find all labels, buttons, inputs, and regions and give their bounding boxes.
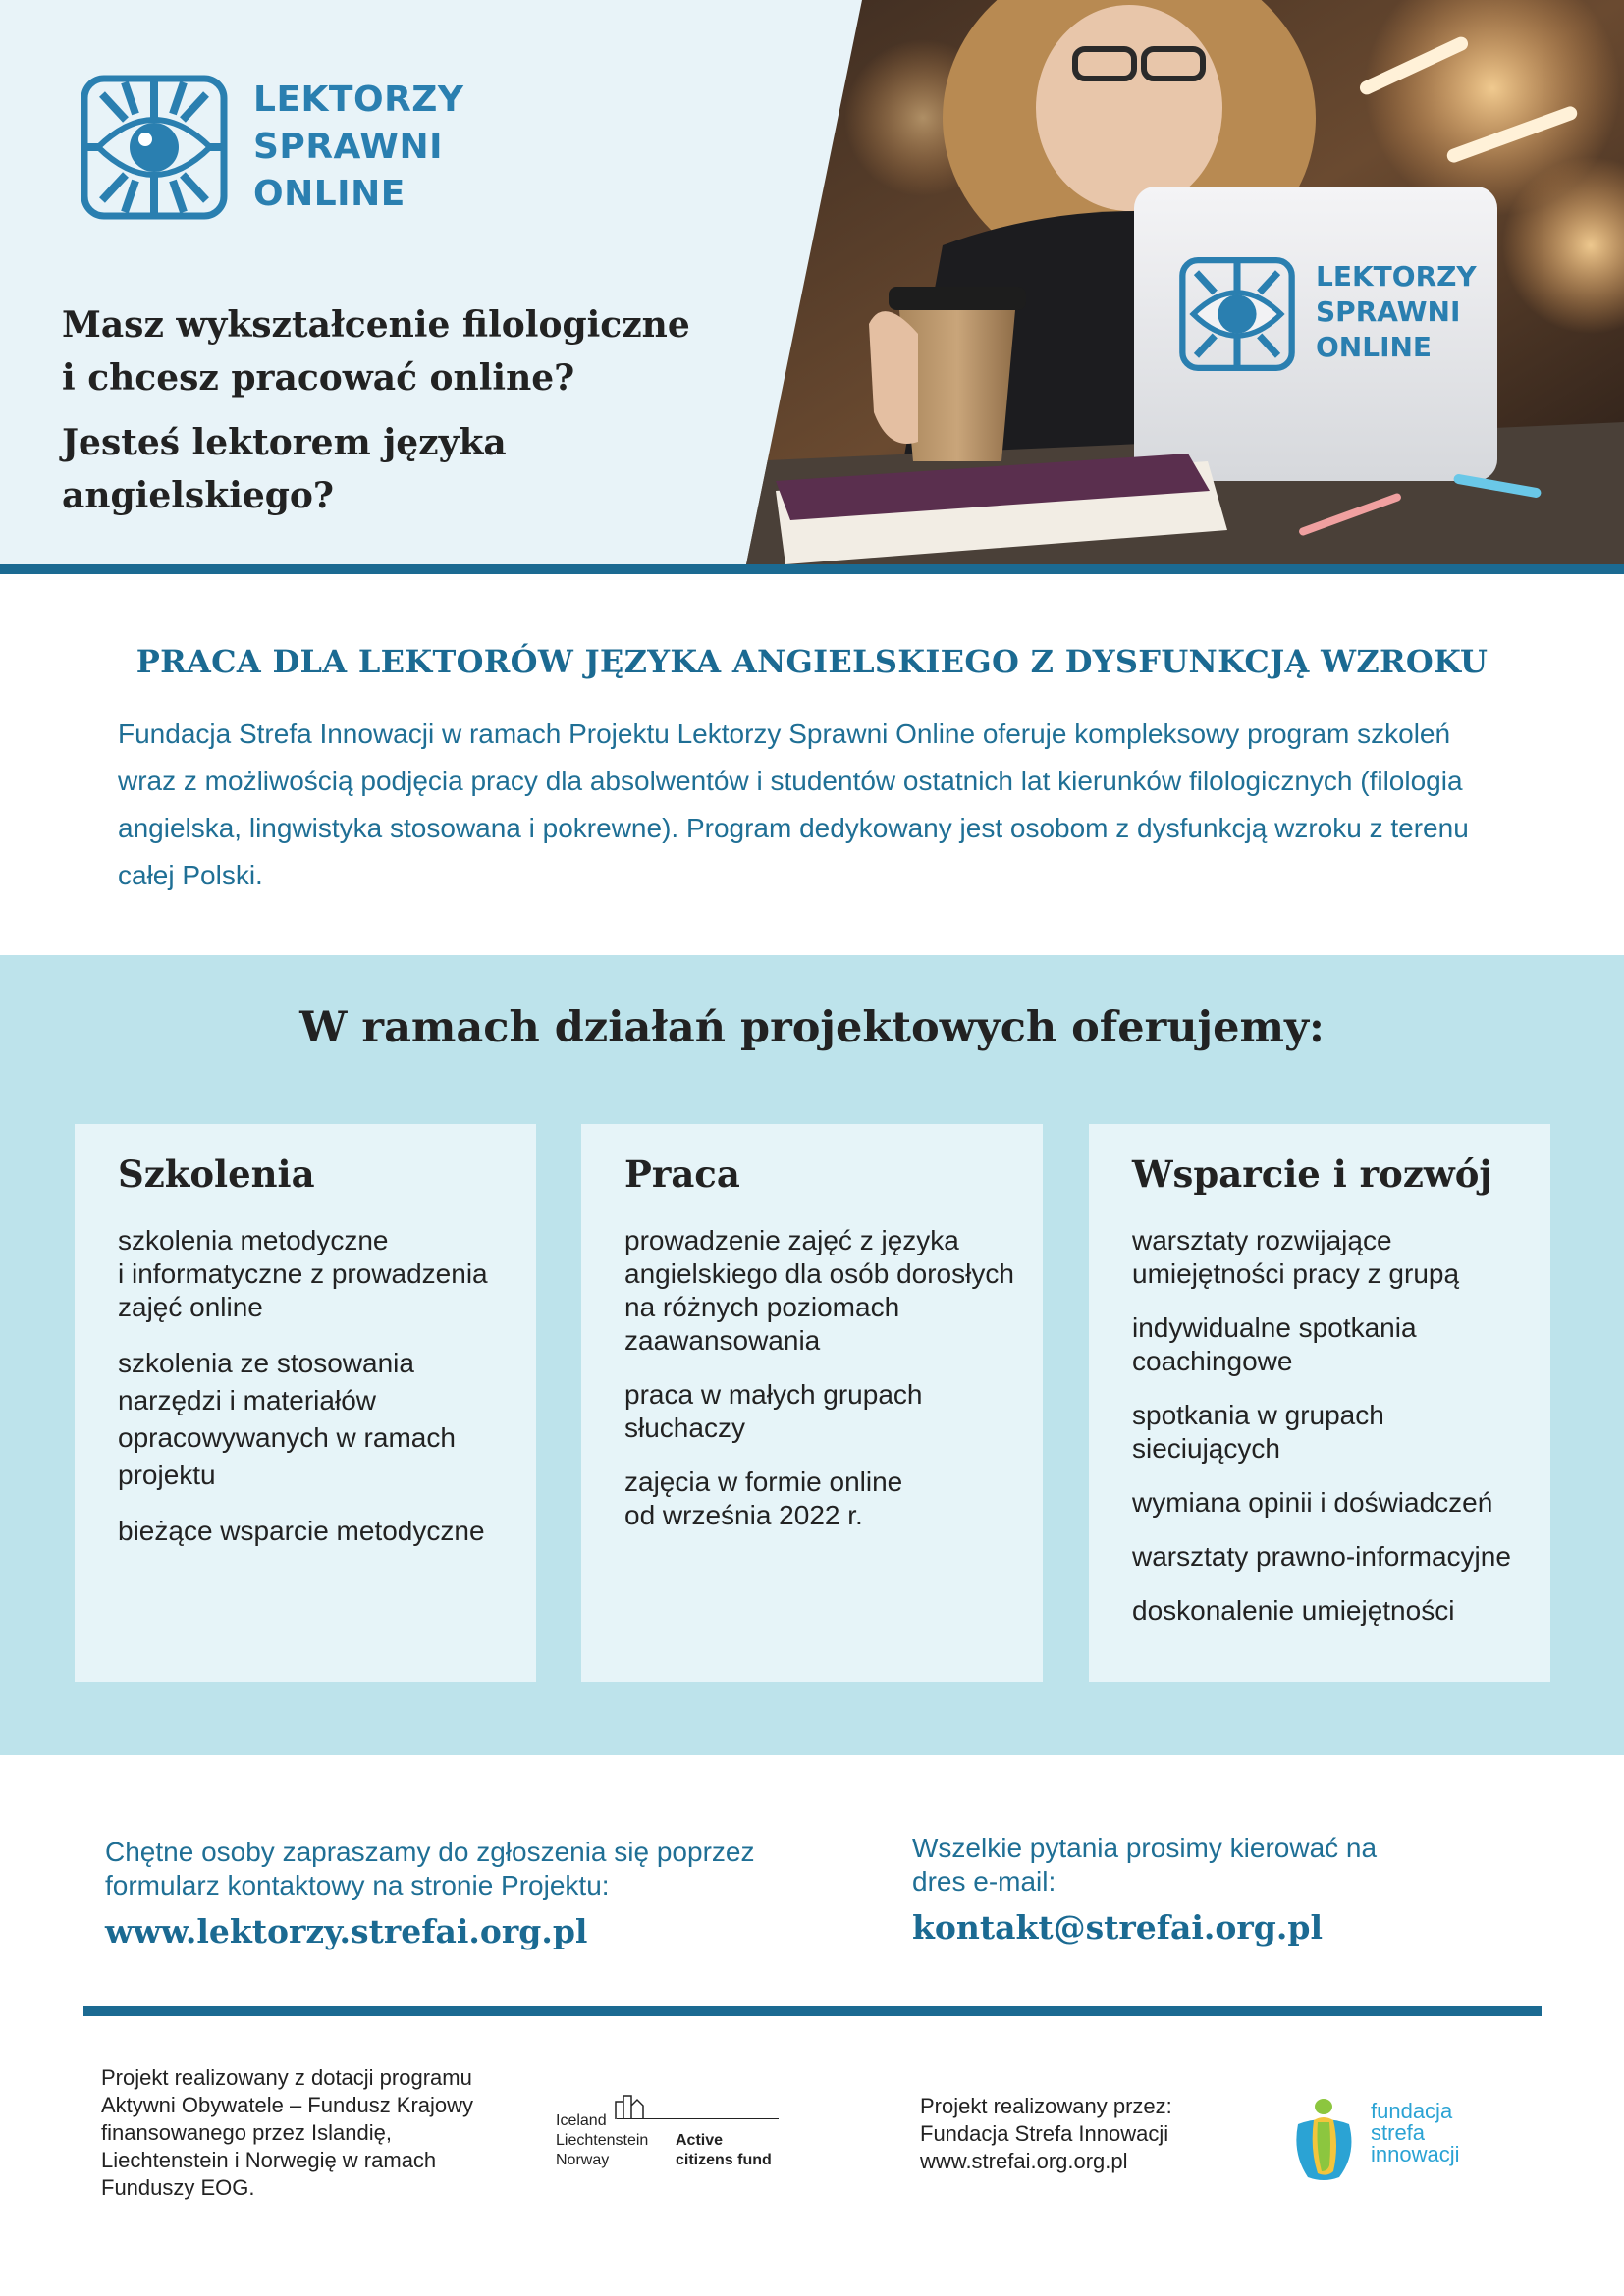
realized-by-text: Projekt realizowany przez: Fundacja Strefa Innowacji www.strefai.org.org.pl (920, 2094, 1172, 2173)
laptop-logo-line-3: ONLINE (1316, 331, 1433, 363)
foundation-wordmark (1371, 2101, 1460, 2165)
contact-email-link[interactable]: kontakt@strefai.org.pl (912, 1908, 1323, 1947)
intro-title: PRACA DLA LEKTORÓW JĘZYKA ANGIELSKIEGO Z DYSFUNKCJĄ WZROKU (135, 643, 1489, 680)
footer-divider (83, 2006, 1542, 2016)
offer-card-training (75, 1124, 536, 1682)
card-title: Szkolenia (118, 1152, 315, 1196)
eea-brand (676, 2131, 772, 2170)
intro-text: Fundacja Strefa Innowacji w ramach Projektu Lektorzy Sprawni Online oferuje kompleksowy program szkoleń wraz z możliwością podjęcia pracy dla absolwentów i studentów ostatnich lat kierunków filologicznych (filologia angielska, lingwistyka stosowana i pokrewne). Program dedykowany jest osobom z dysfunkcją wzroku z terenu całej Polski. (118, 719, 1469, 890)
card-item: indywidualne spotkania coachingowe (1132, 1312, 1417, 1376)
fsi-line-1: fundacja (1371, 2099, 1453, 2123)
logo-line-2: SPRAWNI (253, 127, 444, 167)
brand-citizens-fund: citizens fund (676, 2152, 772, 2168)
foundation-logo-icon (1288, 2095, 1359, 2183)
country-iceland: Iceland (556, 2112, 607, 2129)
laptop-logo-line-2: SPRAWNI (1316, 295, 1461, 328)
card-item: zajęcia w formie online od września 2022 r. (624, 1467, 903, 1530)
card-item: wymiana opinii i doświadczeń (1132, 1487, 1493, 1518)
contact-form-text: Chętne osoby zapraszamy do zgłoszenia się poprzez formularz kontaktowy na stronie Projektu: (105, 1837, 755, 1900)
hero-divider (0, 564, 1624, 574)
eye-icon (1178, 257, 1296, 371)
card-item: bieżące wsparcie metodyczne (118, 1516, 485, 1546)
contact-email-text: Wszelkie pytania prosimy kierować na dres e-mail: (912, 1833, 1378, 1896)
logo-line-3: ONLINE (253, 174, 406, 214)
card-item: szkolenia metodyczne i informatyczne z prowadzenia zajęć online (118, 1225, 488, 1322)
card-title: Wsparcie i rozwój (1132, 1152, 1492, 1196)
fundacja-strefa-innowacji-logo (1288, 2089, 1485, 2187)
card-item: warsztaty rozwijające umiejętności pracy z grupą (1132, 1225, 1460, 1289)
offer-card-work (581, 1124, 1043, 1682)
contact-form-section (105, 1836, 773, 1951)
offer-title: W ramach działań projektowych oferujemy: (299, 1003, 1325, 1052)
card-item: warsztaty prawno-informacyjne (1132, 1541, 1511, 1572)
card-item: doskonalenie umiejętności (1132, 1595, 1455, 1626)
hero-question-line-1: Masz wykształcenie filologiczne (62, 304, 690, 346)
fsi-line-2: strefa (1371, 2120, 1426, 2145)
hero-question (62, 298, 769, 522)
logo-line-1: LEKTORZY (253, 80, 464, 120)
hero-question-line-2: i chcesz pracować online? (62, 357, 575, 399)
country-liechtenstein: Liechtenstein (556, 2132, 649, 2149)
card-item: szkolenia ze stosowania narzędzi i materiałów opracowywanych w ramach projektu (118, 1348, 456, 1490)
hero-banner (0, 0, 1624, 564)
card-title: Praca (624, 1152, 740, 1196)
active-citizens-fund-logo (553, 2092, 779, 2170)
eye-icon (81, 75, 228, 220)
contact-email-section (912, 1832, 1423, 1948)
fsi-line-3: innowacji (1371, 2142, 1460, 2166)
hero-question-line-3: Jesteś lektorem języka angielskiego? (62, 422, 507, 516)
eea-countries (556, 2111, 648, 2170)
grant-info-text: Projekt realizowany z dotacji programu Aktywni Obywatele – Fundusz Krajowy finansowanego przez Islandię, Liechtenstein i Norwegię w ramach Funduszy EOG. (101, 2065, 474, 2200)
project-website-link[interactable]: www.lektorzy.strefai.org.pl (105, 1912, 588, 1950)
card-item: spotkania w grupach sieciujących (1132, 1400, 1384, 1464)
laptop-logo-wordmark (1316, 259, 1477, 365)
card-item: praca w małych grupach słuchaczy (624, 1379, 923, 1443)
brand-active: Active (676, 2132, 724, 2149)
laptop-logo-line-1: LEKTORZY (1316, 260, 1477, 293)
logo-wordmark (253, 77, 463, 218)
card-item: prowadzenie zajęć z języka angielskiego dla osób dorosłych na różnych poziomach zaawansowania (624, 1225, 1014, 1356)
project-logo (81, 75, 483, 222)
laptop-logo (1178, 253, 1477, 371)
country-norway: Norway (556, 2152, 610, 2168)
offer-card-support (1089, 1124, 1550, 1682)
